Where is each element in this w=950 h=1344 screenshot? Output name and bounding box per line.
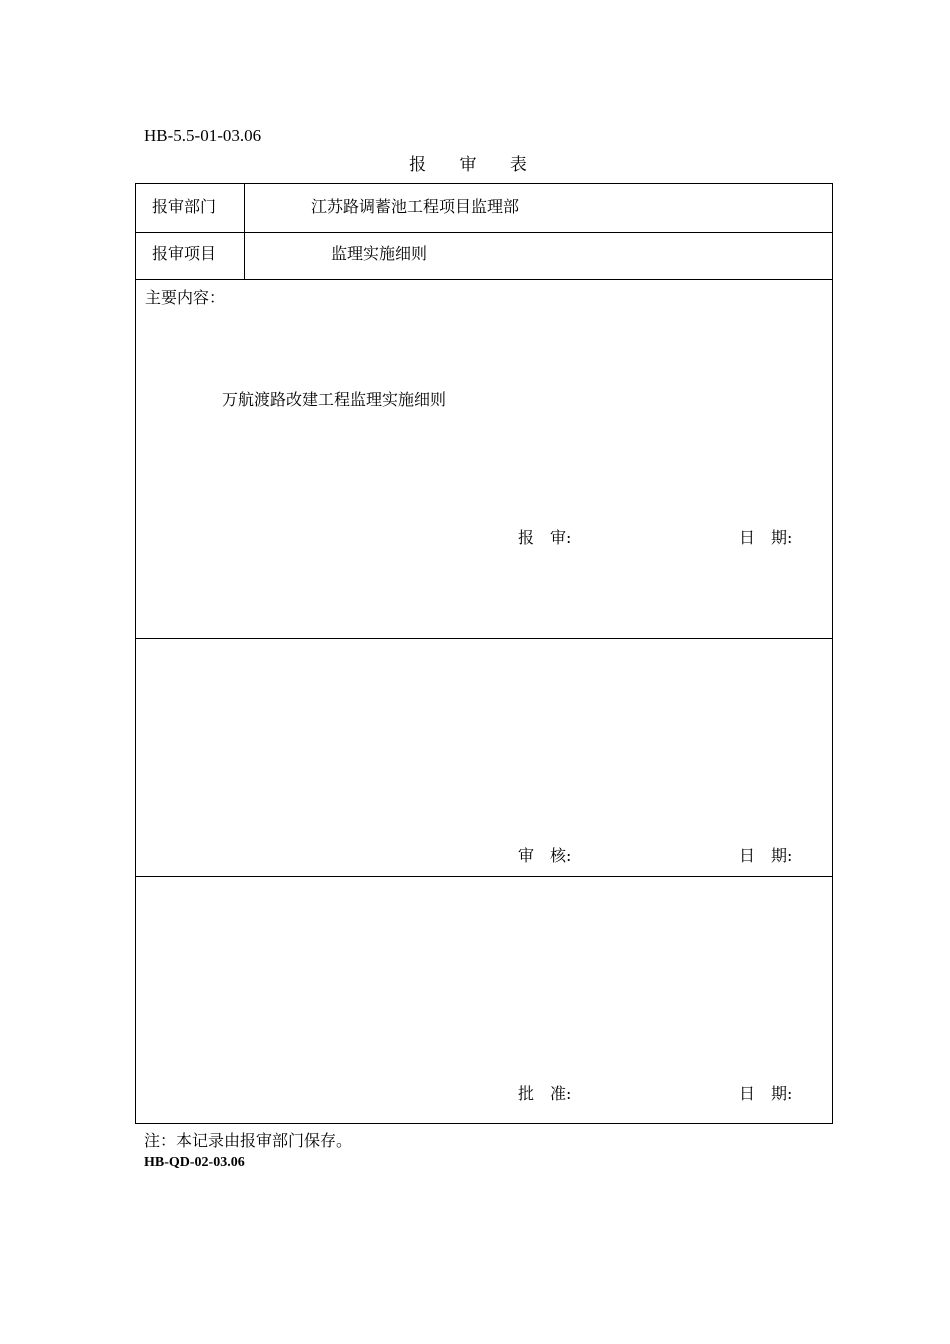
row-divider: [136, 232, 832, 233]
submitter-sign-label: 报 审:: [518, 528, 572, 547]
form-title: 报 审 表: [409, 155, 541, 175]
item-label: 报审项目: [152, 244, 217, 263]
review-date-label: 日 期:: [739, 846, 793, 865]
review-form-table: [135, 183, 833, 1124]
submit-date-label: 日 期:: [739, 528, 793, 547]
dept-label: 报审部门: [152, 197, 217, 216]
content-body: 万航渡路改建工程监理实施细则: [222, 390, 447, 409]
item-value: 监理实施细则: [331, 244, 428, 263]
row-divider: [136, 876, 832, 877]
approver-sign-label: 批 准:: [518, 1084, 572, 1103]
content-label: 主要内容：: [145, 288, 226, 307]
form-code-bottom: HB-QD-02-03.06: [144, 1155, 245, 1170]
row-divider: [136, 638, 832, 639]
approve-date-label: 日 期:: [739, 1084, 793, 1103]
footer-note: 注：本记录由报审部门保存。: [144, 1131, 353, 1150]
column-divider: [244, 184, 245, 280]
form-code-top: HB-5.5-01-03.06: [144, 126, 262, 145]
dept-value: 江苏路调蓄池工程项目监理部: [311, 197, 520, 216]
reviewer-sign-label: 审 核:: [518, 846, 572, 865]
row-divider: [136, 279, 832, 280]
